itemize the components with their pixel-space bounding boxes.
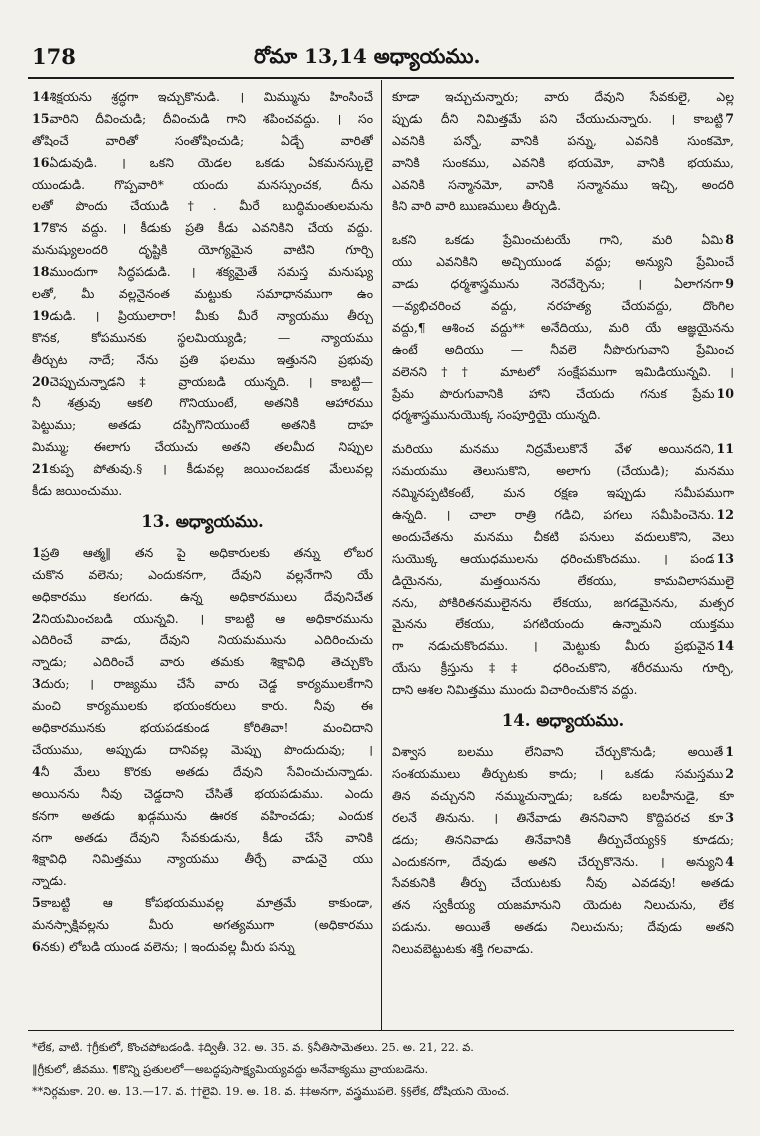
- verse-number: 3: [725, 809, 734, 825]
- footnote-line: **నిర్గమకా. 20. అ. 13.—17. వ. ††లైవి. 19. అ. 18. వ. ‡‡అనగా, వస్త్రముపలె. §§లేక, దోషియని యెంచ.: [32, 1085, 510, 1098]
- text-line: [32, 371, 373, 393]
- text-line: [32, 542, 373, 564]
- line-text: నను, పోకిరితనములైనను లేకయు, జగడమైనను, మత్సర: [392, 594, 734, 610]
- paragraph-love: [392, 229, 734, 426]
- line-text: చుకొన వలెను; ఎందుకనగా, దేవుని వల్లనేగాని యే: [32, 566, 373, 582]
- text-line: [392, 295, 734, 317]
- footnote-line: *లేక, వాటి. †గ్రీకులో, కొంచపోబడండి. ‡ద్వితీ. 32. అ. 35. వ. §నీతిసామెతలు. 25. అ. 21, 22. వ.: [32, 1041, 474, 1054]
- verse-number: 9: [725, 276, 734, 292]
- text-line: [392, 851, 734, 873]
- footnote-line: ‖గ్రీకులో, జీవము. ¶కొన్ని ప్రతులలో—అబద్ధపుసాక్ష్యమియ్యవద్దు అనేవాక్యము వ్రాయబడెను.: [32, 1063, 429, 1076]
- line-text: కిని వారి వారి ఋణములు తీర్చుడి.: [392, 198, 562, 214]
- text-line: [32, 130, 373, 152]
- line-text: తోషించే వారితో సంతోషించుడి; ఏడ్చే వారితో: [32, 132, 373, 148]
- verse-number: 4: [32, 763, 41, 779]
- line-text: మనస్సాక్షివల్లను మీరు అగత్యముగా (అధికారము: [32, 917, 373, 933]
- verse-number: 1: [32, 544, 41, 560]
- text-line: [32, 261, 373, 283]
- line-text: ప్రేమ పొరుగువానికి హాని చేయదు గనుక ప్రేమ: [392, 385, 715, 401]
- line-text: కొనక, కోపమునకు స్థలమియ్యుడి; — న్యాయము: [32, 329, 373, 345]
- verse-number: 6: [32, 938, 41, 954]
- line-text: సమయము తెలుసుకొని, అలాగు (చేయుడి); మనము: [392, 463, 734, 479]
- text-line: [32, 936, 373, 958]
- romans-14-text: [392, 741, 734, 960]
- romans-13-text: [32, 542, 373, 958]
- verse-number: 8: [725, 232, 734, 248]
- line-text: సంశయములు తీర్చుటకు కాదు; । ఒకడు సమస్తము: [392, 765, 724, 781]
- line-text: వారిని దీవించుడి; దీవించుడి గాని శపించవద్దు. । సం: [49, 110, 373, 126]
- text-line: [392, 872, 734, 894]
- line-text: మనుష్యులందరి దృష్టికి యోగ్యమైన వాటిని గూర్చి: [32, 242, 373, 258]
- text-line: [32, 827, 373, 849]
- line-text: న్నాడు.: [32, 873, 67, 889]
- line-text: చెప్పుచున్నాడని‡ వ్రాయబడి యున్నది. । కాబట్టి—: [49, 373, 373, 389]
- text-line: [32, 739, 373, 761]
- text-line: [32, 458, 373, 480]
- verse-number: 13: [716, 550, 734, 566]
- verse-number: 17: [32, 220, 50, 236]
- text-line: [32, 608, 373, 630]
- text-line: [32, 239, 373, 261]
- text-line: [32, 892, 373, 914]
- text-line: [392, 383, 734, 405]
- line-text: వానికి సుంకము, ఎవనికి భయమో, వానికి భయము,: [392, 154, 734, 170]
- line-text: గా నడుచుకొందము. । మెట్టుకు మీరు ప్రభువైన: [392, 638, 715, 654]
- verse-number: 21: [32, 461, 50, 477]
- line-text: ఉంటే అదియు — నీవలె నీపొరుగువాని ప్రేమించ: [392, 341, 734, 357]
- line-text: విశ్వాస బలము లేనివాని చేర్చుకొనుడి; అయితే: [392, 744, 724, 760]
- line-text: కొన వద్దు. । కీడుకు ప్రతి కీడు ఎవనికిని చేయ వద్దు.: [49, 220, 373, 236]
- verse-number: 15: [32, 110, 50, 126]
- text-line: [32, 217, 373, 239]
- text-line: [32, 695, 373, 717]
- line-text: వలెనని†† మాటలో సంక్షేపముగా ఇమిడియున్నవి. ।: [392, 363, 734, 379]
- line-text: లతో పొందు చేయుడి†. మీరే బుద్ధిమంతులమను: [32, 198, 373, 214]
- text-line: [32, 848, 373, 870]
- text-line: [392, 251, 734, 273]
- page-number: 178: [32, 44, 76, 69]
- text-line: [392, 108, 734, 130]
- verse-number: 1: [725, 744, 734, 760]
- line-text: పడును. అయితే అతడు నిలుచును; దేవుడు అతని: [392, 919, 734, 935]
- text-line: [392, 86, 734, 108]
- line-text: శిక్షయను శ్రద్ధగా ఇచ్చుకొనుడి. । మిమ్మును హింసించే: [49, 89, 373, 104]
- text-line: [32, 564, 373, 586]
- verse-number: 11: [716, 441, 734, 457]
- line-text: దురు; । రాజ్యము చేసే వారు చెడ్డ కార్యములకేగాని: [40, 676, 373, 692]
- text-line: [32, 392, 373, 414]
- line-text: నగా అతడు దేవుని సేవకుడును, కీడు చేసే వానికి: [32, 829, 373, 845]
- text-line: [32, 327, 373, 349]
- line-text: తీర్చుట నాదే; నేను ప్రతి ఫలము ఇత్తునని ప్రభువు: [32, 351, 373, 367]
- line-text: ఎవనికి సన్మానమో, వానికి సన్మానము ఇచ్చి, అందరి: [392, 176, 734, 192]
- paragraph-night-far-spent: [392, 438, 734, 701]
- line-text: నీ మేలు కొరకు అతడు దేవుని సేవించుచున్నాడు.: [40, 763, 373, 779]
- line-text: యు ఎవనికిని అచ్చియుండ వద్దు; అన్యుని ప్రేమించే: [392, 254, 734, 270]
- text-line: [392, 174, 734, 196]
- line-text: డియైనను, మత్తయినను లేకయు, కామవిలాసములై: [392, 572, 734, 588]
- line-text: అధికారమునకు భయపడకుండ కోరితివా! మంచిదాని: [32, 720, 373, 736]
- text-line: [392, 273, 734, 295]
- text-line: [32, 436, 373, 458]
- line-text: కాబట్టి ఆ కోపభయమువల్ల మాత్రమే కాకుండా,: [40, 895, 373, 911]
- line-text: దాని ఆశల నిమిత్తము ముందు విచారించుకొన వద్దు.: [392, 682, 638, 698]
- text-line: [392, 361, 734, 383]
- verse-number: 10: [716, 385, 734, 401]
- line-text: డుడి. । ప్రియులారా! మీకు మీరే న్యాయము తీర్చు: [49, 307, 373, 323]
- line-text: ఒకని ఒకడు ప్రేమించుటయే గాని, మరి ఏమి: [392, 232, 724, 248]
- line-text: కనగా అతడు ఖడ్గమును ఊరక వహించడు; ఎందుక: [32, 807, 373, 823]
- text-line: [392, 526, 734, 548]
- line-text: ప్రతి ఆత్మ‖ తన పై అధికారులకు తన్ను లోబర: [40, 544, 373, 560]
- text-line: [392, 613, 734, 635]
- chapter-13-heading: 13. అధ్యాయము.: [141, 511, 264, 531]
- line-text: —వ్యభిచరించ వద్దు, నరహత్య చేయవద్దు, దొంగిల: [392, 298, 734, 314]
- line-text: అందుచేతను మనము చీకటి పనులు వదులుకొని, వెలు: [392, 528, 734, 544]
- line-text: వద్దు,¶ ఆశించ వద్దు** అనేదియు, మరి యే ఆజ్ఞయైనను: [392, 319, 734, 335]
- line-text: ఉన్నది. । చాలా రాత్రి గడిచి, పగలు సమీపించెను.: [392, 507, 715, 523]
- line-text: చేయుము, అప్పుడు దానివల్ల మెప్పు పొందుదువు; ।: [32, 741, 373, 757]
- line-text: ఎవనికి పన్నో, వానికి పన్ను, ఎవనికి సుంకమో,: [392, 132, 734, 148]
- verse-number: 12: [716, 507, 734, 523]
- text-line: [392, 404, 734, 426]
- verse-number: 4: [725, 853, 734, 869]
- text-line: [32, 783, 373, 805]
- line-text: యేసు క్రీస్తును‡‡ ధరించుకొని, శరీరమును గూర్చి,: [392, 660, 734, 676]
- text-line: [32, 629, 373, 651]
- line-text: పెట్టుము; అతడు దప్పిగొనియుంటే అతనికి దాహ: [32, 417, 373, 433]
- running-title: రోమా 13,14 అధ్యాయము.: [254, 44, 481, 68]
- line-text: మైనను లేకయు, పగటియందు ఉన్నామని యుక్తము: [392, 616, 734, 632]
- text-line: [32, 651, 373, 673]
- text-line: [392, 229, 734, 251]
- line-text: సేవకునికి తీర్పు చేయుటకు నీవు ఎవడవు! అతడు: [392, 875, 734, 891]
- text-line: [32, 174, 373, 196]
- line-text: అధికారము కలగదు. ఉన్న అధికారములు దేవునిచేత: [32, 588, 373, 604]
- chapter-14-heading: 14. అధ్యాయము.: [501, 711, 625, 731]
- column-divider: [381, 80, 382, 1030]
- line-text: మిమ్ము; ఈలాగు చేయుచు అతని తలమీద నిప్పుల: [32, 439, 373, 455]
- line-text: ఏడువుడి. । ఒకని యెడల ఒకడు ఏకమనస్కులై: [49, 154, 373, 170]
- text-line: [392, 592, 734, 614]
- line-text: నమ్మినప్పటికంటే, మన రక్షణ ఇప్పుడు సమీపముగా: [392, 485, 734, 501]
- line-text: డదు; తిననివాడు తినేవానికి తీర్పుచేయ్య§§ కూడదు;: [392, 831, 734, 847]
- line-text: కుప్ప పోతువు.§ । కీడువల్ల జయించబడక మేలువల్ల: [49, 461, 373, 477]
- text-line: [392, 195, 734, 217]
- line-text: తిన వచ్చునని నమ్ముచున్నాడు; ఒకడు బలహీనుడై, కూ: [392, 787, 734, 803]
- line-text: ఎదిరించే వాడు, దేవుని నియమమును ఎదిరించుచు: [32, 632, 373, 648]
- line-text: ధర్మశాస్త్రమునుయొక్క సంపూర్తియై యున్నది.: [392, 407, 601, 423]
- verse-number: 16: [32, 154, 50, 170]
- text-line: [32, 305, 373, 327]
- romans-12-continued: [32, 86, 373, 502]
- text-line: [392, 763, 734, 785]
- line-text: కీడు జయించుము.: [32, 483, 123, 499]
- text-line: [392, 785, 734, 807]
- text-line: [392, 916, 734, 938]
- text-line: [392, 317, 734, 339]
- text-line: [32, 480, 373, 502]
- verse-number: 3: [32, 676, 41, 692]
- line-text: నియమించబడి యున్నవి. । కాబట్టి ఆ అధికారమును: [40, 610, 373, 626]
- line-text: లతో, మీ వల్లనైనంత మట్టుకు సమాధానముగా ఉం: [32, 286, 373, 302]
- line-text: యుండుడి. గొప్పవారి* యందు మనస్సుంచక, దీను: [32, 176, 373, 192]
- line-text: వాడు ధర్మశాస్త్రమును నెరవేర్చెను; । ఏలాగనగా: [392, 276, 724, 292]
- verse-number: 14: [716, 638, 734, 654]
- line-text: అయినను నీవు చెడ్డదాని చేసితే భయపడుము. ఎందు: [32, 785, 373, 801]
- text-line: [392, 548, 734, 570]
- header-rule: [28, 77, 734, 79]
- text-line: [32, 195, 373, 217]
- footnotes: [32, 1037, 734, 1103]
- text-line: [32, 152, 373, 174]
- text-line: [32, 414, 373, 436]
- line-text: ఎందుకనగా, దేవుడు అతని చేర్చుకొనెను. । అన్యుని: [392, 853, 724, 869]
- text-line: [392, 130, 734, 152]
- text-line: [392, 339, 734, 361]
- text-line: [392, 482, 734, 504]
- text-line: [392, 938, 734, 960]
- text-line: [32, 349, 373, 371]
- text-line: [32, 870, 373, 892]
- left-column: [32, 86, 373, 958]
- text-line: [32, 914, 373, 936]
- text-line: [392, 829, 734, 851]
- paragraph-rendering-dues: [392, 86, 734, 217]
- text-line: [32, 761, 373, 783]
- line-text: ప్పుడు దీని నిమిత్తమే పని చేయుచున్నారు. । కాబట్టి: [392, 110, 724, 126]
- text-line: [392, 570, 734, 592]
- footnote-rule: [28, 1030, 734, 1031]
- line-text: రలనే తినును. । తినేవాడు తిననివాని కొద్దిపరచ కూ: [392, 809, 724, 825]
- text-line: [392, 679, 734, 701]
- text-line: [392, 741, 734, 763]
- text-line: [32, 586, 373, 608]
- text-line: [32, 108, 373, 130]
- text-line: [392, 635, 734, 657]
- text-line: [32, 283, 373, 305]
- text-line: [392, 460, 734, 482]
- line-text: మంచి కార్యములకు భయంకరులు కారు. నీవు ఈ: [32, 698, 373, 714]
- line-text: కూడా ఇచ్చుచున్నారు; వారు దేవుని సేవకులై, ఎల్ల: [392, 89, 734, 104]
- verse-number: 5: [32, 895, 41, 911]
- text-line: [392, 657, 734, 679]
- text-line: [392, 894, 734, 916]
- line-text: మరియు మనము నిద్రమేలుకొనే వేళ అయినదని,: [392, 441, 715, 457]
- line-text: న్నాడు; ఎదిరించే వారు తమకు శిక్షావిధి తెచ్చుకొం: [32, 654, 373, 670]
- line-text: సుయొక్క ఆయుధములను ధరించుకొందము. । పండ: [392, 550, 715, 566]
- verse-number: 18: [32, 264, 50, 280]
- line-text: నీ శత్రువు ఆకలి గొనియుంటే, అతనికి ఆహారము: [32, 395, 373, 411]
- text-line: [32, 805, 373, 827]
- text-line: [392, 807, 734, 829]
- text-line: [392, 504, 734, 526]
- text-line: [32, 673, 373, 695]
- verse-number: 7: [725, 110, 734, 126]
- text-line: [392, 438, 734, 460]
- text-line: [32, 717, 373, 739]
- verse-number: 20: [32, 373, 50, 389]
- text-line: [32, 86, 373, 108]
- line-text: నకు) లోబడి యుండ వలెను; । ఇందువల్ల మీరు పన్ను: [40, 938, 295, 954]
- verse-number: 14: [32, 89, 50, 104]
- line-text: నిలువబెట్టుటకు శక్తి గలవాడు.: [392, 941, 534, 957]
- verse-number: 2: [725, 765, 734, 781]
- line-text: ముందుగా సిద్ధపడుడి. । శక్యమైతే సమస్త మనుష్యు: [49, 264, 373, 280]
- line-text: తన స్వకీయ్య యజమానుని యెదుట నిలుచును, లేక: [392, 897, 734, 913]
- verse-number: 19: [32, 307, 50, 323]
- right-column: [392, 86, 734, 960]
- verse-number: 2: [32, 610, 41, 626]
- text-line: [392, 152, 734, 174]
- line-text: శిక్షావిధి నిమిత్తము న్యాయము తీర్చే వాడునై యు: [32, 851, 373, 867]
